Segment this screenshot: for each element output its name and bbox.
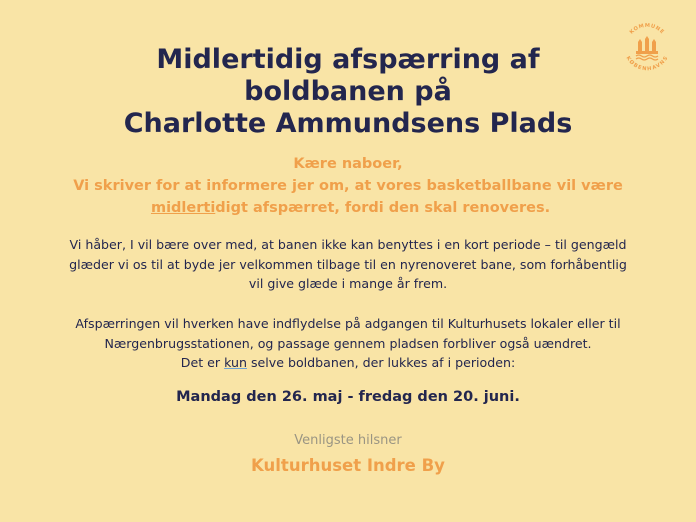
greeting-block — [0, 153, 696, 219]
svg-text:KOMMUNE: KOMMUNE — [628, 22, 666, 36]
paragraph-2-line-1: Afspærringen vil hverken have indflydelse på adgangen til Kulturhusets lokaler eller til — [75, 316, 621, 331]
closure-dates: Mandag den 26. maj - fredag den 20. juni. — [176, 389, 520, 405]
greeting-salutation: Kære naboer, — [293, 156, 403, 172]
paragraph-2-line-3 — [0, 353, 696, 373]
page-title — [0, 44, 696, 140]
paragraph-1-line-1: Vi håber, I vil bære over med, at banen ikke kan benyttes i en kort periode – til gengæld — [69, 237, 627, 252]
paragraph-2 — [0, 314, 696, 373]
greeting-underlined-word: midlerti — [150, 200, 216, 216]
paragraph-2-line-3-post: selve boldbanen, der lukkes af i perioden: — [246, 355, 516, 370]
title-line-2: boldbanen på — [244, 76, 452, 107]
paragraph-1 — [0, 235, 696, 294]
title-line-1: Midlertidig afspærring af — [156, 44, 540, 75]
paragraph-2-line-2: Nærgenbrugsstationen, og passage gennem pladsen forbliver også uændret. — [104, 335, 592, 351]
svg-text:KØBENHAVNS: KØBENHAVNS — [624, 55, 670, 73]
paragraph-1-line-3: vil give glæde i mange år frem. — [248, 276, 448, 291]
title-line-3: Charlotte Ammundsens Plads — [123, 108, 573, 139]
greeting-line-3 — [0, 197, 696, 219]
signature: Kulturhuset Indre By — [251, 456, 445, 475]
closing-regards: Venligste hilsner — [294, 433, 402, 448]
greeting-line-2: Vi skriver for at informere jer om, at vores basketballbane vil være — [73, 178, 623, 194]
paragraph-2-line-3-pre: Det er — [180, 355, 225, 370]
greeting-line-3-post: digt afspærret, fordi den skal renoveres. — [215, 200, 551, 216]
paragraph-1-line-2: glæder vi os til at byde jer velkommen tilbage til en nyrenoveret bane, som forhåbentlig — [69, 256, 627, 272]
paragraph-2-underlined-word: kun — [224, 355, 247, 370]
